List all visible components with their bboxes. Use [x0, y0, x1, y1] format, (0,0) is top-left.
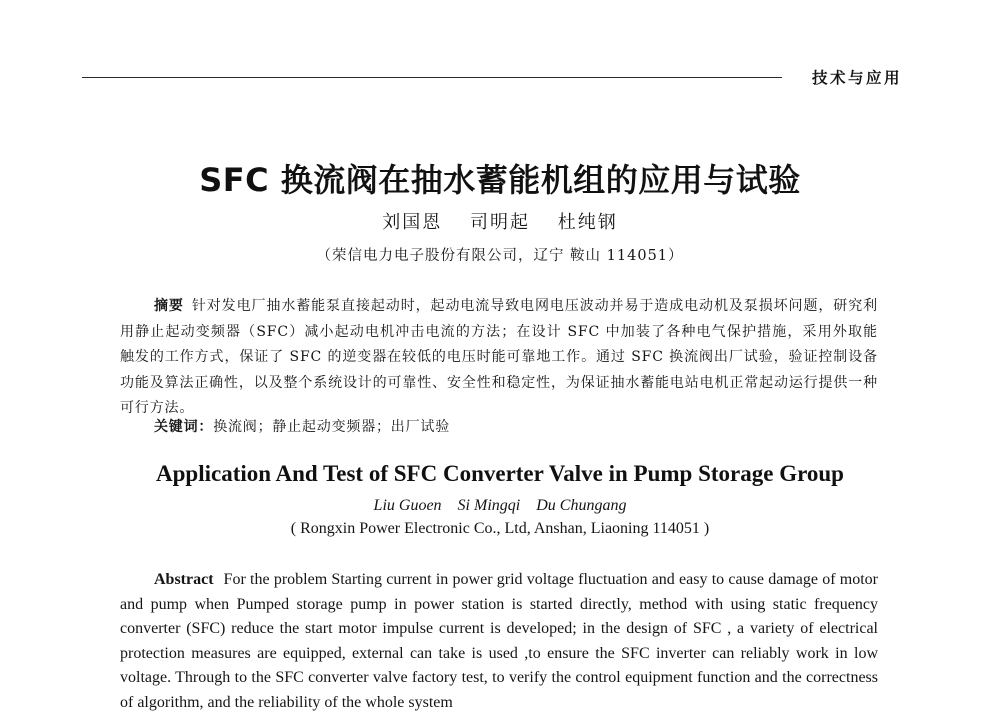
keywords-cn: [154, 416, 450, 436]
abstract-en-label: Abstract: [154, 571, 214, 588]
keywords-cn-label: 关键词：: [154, 419, 214, 435]
authors-cn: [0, 208, 1000, 234]
abstract-en: [120, 568, 878, 715]
header-rule: [82, 77, 782, 78]
paper-title-en: Application And Test of SFC Converter Valve in Pump Storage Group: [156, 461, 844, 486]
abstract-cn-text: 针对发电厂抽水蓄能泵直接起动时，起动电流导致电网电压波动并易于造成电动机及泵损坏问题，研究利用静止起动变频器（SFC）减小起动电机冲击电流的方法；在设计 SFC 中加装了各种电气保护措施，采用外取能触发的工作方式，保证了 SFC 的逆变器在较低的电压时能可靠地工作。通过 SFC 换流阀出厂试验，验证控制设备功能及算法正确性，以及整个系统设计的可靠性、安全性和稳定性，为保证抽水蓄能电站电机正常起动运行提供一种可行方法。: [120, 298, 878, 416]
abstract-cn-label: 摘要: [154, 298, 184, 314]
author-cn-1: 刘国恩: [382, 212, 443, 233]
author-en-1: Liu Guoen: [373, 497, 442, 514]
abstract-en-text: For the problem Starting current in power grid voltage fluctuation and easy to cause damage of motor and pump when Pumped storage pump in power station is started directly, method with using static frequency converter (SFC) reduce the start motor impulse current is developed; in the design of SFC , a variety of electrical protection measures are equipped, external can take is used ,to ensure the SFC inverter can reliably work in low voltage. Through to the SFC converter valve factory test, to verify the control equipment function and the correctness of algorithm, and the reliability of the whole system: [120, 571, 878, 711]
paper-title-cn: SFC 换流阀在抽水蓄能机组的应用与试验: [199, 161, 801, 199]
author-en-3: Du Chungang: [536, 497, 627, 514]
keywords-cn-text: 换流阀；静止起动变频器；出厂试验: [213, 419, 451, 435]
affiliation-en: ( Rongxin Power Electronic Co., Ltd, Anshan, Liaoning 114051 ): [290, 520, 710, 537]
section-label: 技术与应用: [811, 69, 902, 87]
abstract-cn: [120, 294, 878, 422]
author-cn-2: 司明起: [470, 212, 530, 233]
author-cn-3: 杜纯钢: [557, 212, 618, 233]
authors-en: [0, 497, 1000, 515]
author-en-2: Si Mingqi: [457, 497, 521, 514]
affiliation-cn: （荣信电力电子股份有限公司，辽宁 鞍山 114051）: [316, 248, 684, 264]
